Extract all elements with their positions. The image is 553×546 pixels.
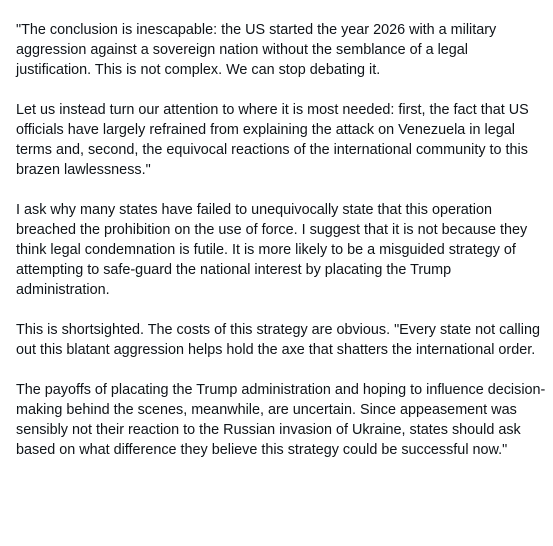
post-paragraph: Let us instead turn our attention to where it is most needed: first, the fact that US officials have largely refrained from explaining the attack on Venezuela in legal terms and, second, the equivocal reactions of the international community to this brazen lawlessness." [16, 102, 529, 178]
post-paragraph: The payoffs of placating the Trump administration and hoping to influence decision-making behind the scenes, meanwhile, are uncertain. Since appeasement was sensibly not their reaction to the Russian invasion of Ukraine, states should ask based on what difference they believe this strategy could be successful now." [16, 382, 546, 458]
post-body [16, 20, 546, 460]
post-paragraph: This is shortsighted. The costs of this strategy are obvious. "Every state not calling out this blatant aggression helps hold the axe that shatters the international order. [16, 322, 540, 358]
post-paragraph: I ask why many states have failed to unequivocally state that this operation breached the prohibition on the use of force. I suggest that it is not because they think legal condemnation is futile. It is more likely to be a misguided strategy of attempting to safe-guard the national interest by placating the Trump administration. [16, 202, 528, 298]
post-paragraph: "The conclusion is inescapable: the US started the year 2026 with a military aggression against a sovereign nation without the semblance of a legal justification. This is not complex. We can stop debating it. [16, 22, 497, 78]
